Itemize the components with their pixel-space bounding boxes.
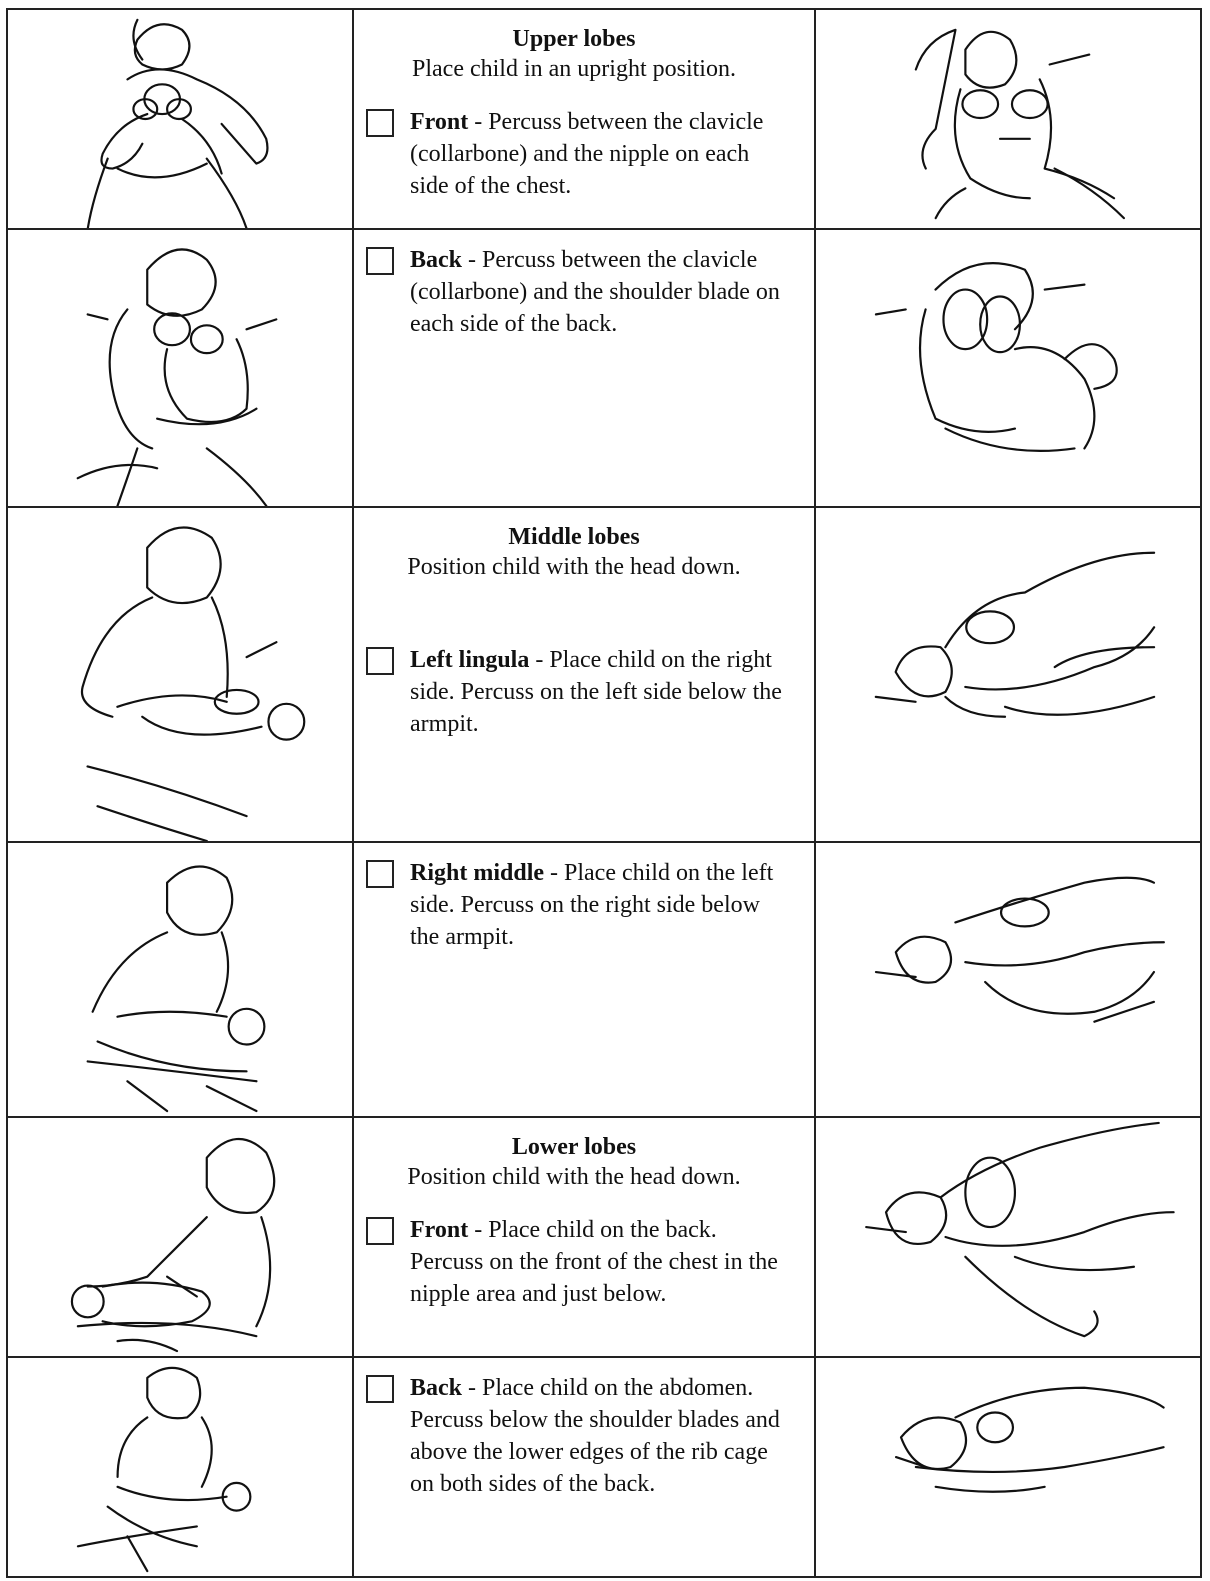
parent-with-child-on-lap-left-side-illustration [8, 843, 352, 1116]
item-description: - Place child on the abdomen. Percuss below the shoulder blades and above the lower edges of the rib cage on both sides of the back. [410, 1375, 780, 1497]
item-text [410, 1214, 784, 1310]
section-subtitle: Place child in an upright position. [412, 56, 736, 82]
parent-with-child-on-lap-on-back-illustration [8, 1118, 352, 1356]
table-row [7, 229, 1201, 507]
list-item [364, 1214, 784, 1310]
section-subtitle: Position child with the head down. [407, 554, 741, 580]
item-text [410, 857, 784, 953]
parent-with-child-on-lap-right-side-illustration [8, 508, 352, 841]
item-description: - Place child on the left side. Percuss on the right side below the armpit. [410, 860, 774, 950]
parent-holding-child-upright-front-illustration [8, 10, 352, 228]
list-item [364, 644, 784, 740]
instruction-cell [353, 1357, 815, 1577]
item-label: Front [410, 109, 469, 135]
right-illustration-cell [815, 1117, 1201, 1357]
child-lying-on-back-illustration [816, 1118, 1200, 1356]
right-illustration-cell [815, 842, 1201, 1117]
item-description: - Percuss between the clavicle (collarbone) and the shoulder blade on each side of the back. [410, 247, 780, 337]
section-title: Lower lobes [511, 1134, 637, 1160]
left-illustration-cell [7, 9, 353, 229]
instruction-cell [353, 507, 815, 842]
item-label: Left lingula [410, 647, 530, 673]
list-item [364, 244, 784, 340]
item-label: Back [410, 1375, 463, 1401]
list-item [364, 1372, 784, 1500]
right-illustration-cell [815, 507, 1201, 842]
item-label: Back [410, 247, 463, 273]
right-middle-checkbox[interactable] [366, 860, 394, 888]
instruction-cell [353, 229, 815, 507]
item-text [410, 644, 784, 740]
right-illustration-cell [815, 9, 1201, 229]
parent-holding-child-upright-back-illustration [8, 230, 352, 506]
instruction-cell [353, 9, 815, 229]
table-row [7, 1117, 1201, 1357]
instruction-cell [353, 1117, 815, 1357]
item-description: - Place child on the right side. Percuss on the left side below the armpit. [410, 647, 782, 737]
front-lower-checkbox[interactable] [366, 1217, 394, 1245]
instruction-cell [353, 842, 815, 1117]
left-lingula-checkbox[interactable] [366, 647, 394, 675]
section-subtitle: Position child with the head down. [407, 1164, 741, 1190]
table-row [7, 1357, 1201, 1577]
back-lower-checkbox[interactable] [366, 1375, 394, 1403]
table-row [7, 842, 1201, 1117]
item-text [410, 1372, 784, 1500]
child-lying-right-side-illustration [816, 508, 1200, 841]
list-item [364, 106, 784, 202]
list-item [364, 857, 784, 953]
item-description: - Percuss between the clavicle (collarbone) and the nipple on each side of the chest. [410, 109, 764, 199]
item-label: Right middle [410, 860, 545, 886]
section-title: Upper lobes [512, 26, 636, 52]
item-label: Front [410, 1217, 469, 1243]
left-illustration-cell [7, 507, 353, 842]
table-row [7, 9, 1201, 229]
left-illustration-cell [7, 229, 353, 507]
back-upper-checkbox[interactable] [366, 247, 394, 275]
left-illustration-cell [7, 842, 353, 1117]
left-illustration-cell [7, 1117, 353, 1357]
parent-with-child-on-lap-on-abdomen-illustration [8, 1358, 352, 1576]
table-row [7, 507, 1201, 842]
right-illustration-cell [815, 1357, 1201, 1577]
percussion-positions-table [6, 8, 1202, 1578]
child-lying-on-abdomen-illustration [816, 1358, 1200, 1576]
left-illustration-cell [7, 1357, 353, 1577]
item-text [410, 106, 784, 202]
item-text [410, 244, 784, 340]
item-description: - Place child on the back. Percuss on the front of the chest in the nipple area and just below. [410, 1217, 778, 1307]
child-sitting-upright-back-illustration [816, 230, 1200, 506]
child-lying-left-side-illustration [816, 843, 1200, 1116]
section-title: Middle lobes [508, 524, 640, 550]
child-sitting-upright-front-illustration [816, 10, 1200, 228]
front-upper-checkbox[interactable] [366, 109, 394, 137]
right-illustration-cell [815, 229, 1201, 507]
